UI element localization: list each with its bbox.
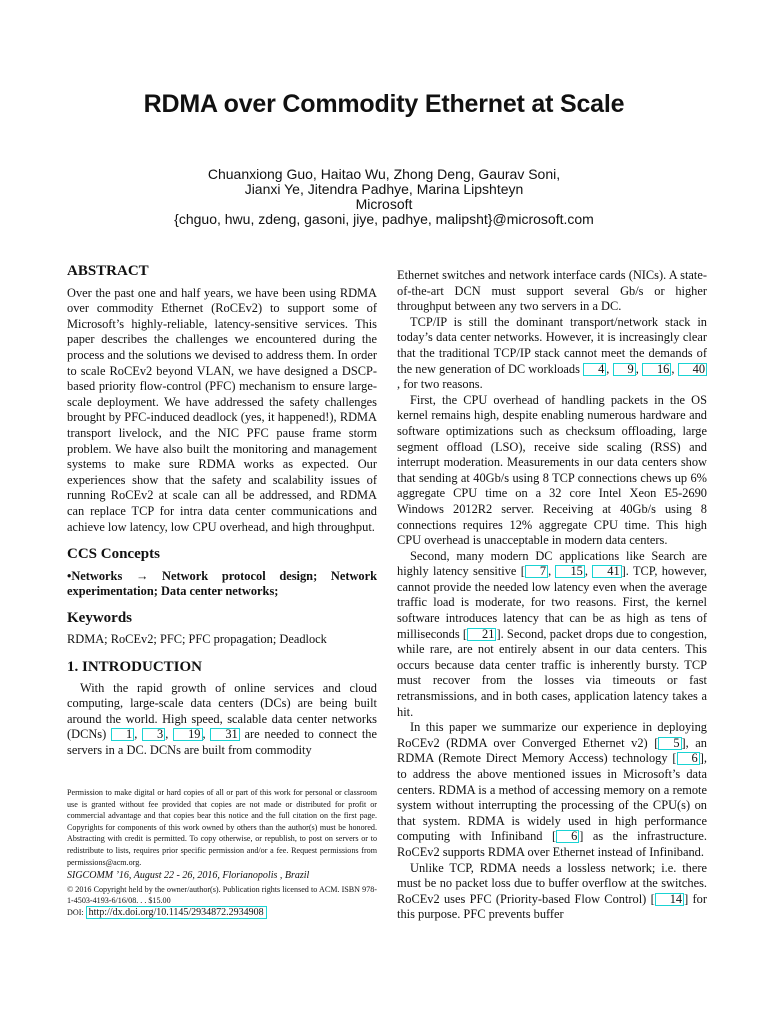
conference-line: SIGCOMM ’16, August 22 - 26, 2016, Florianopolis , Brazil	[67, 870, 310, 882]
paragraph: Second, many modern DC applications like Search are highly latency sensitive [ 7 , 15 , 41 ]. TCP, however, cannot provide the needed low latency even when the average traffic load is moderate, for two reasons. First, the kernel software introduces latency that can be as high as tens of milliseconds [ 21 ]. Second, packet drops due to congestion, while rare, are not entirely absent in our data centers. This occurs because data center traffic is inherently bursty. TCP must recover from the losses via timeouts or fast retransmissions, and in both cases, application latency takes a hit.	[397, 548, 707, 719]
ccs-heading: CCS Concepts	[67, 546, 160, 563]
paragraph: Unlike TCP, RDMA needs a lossless network; i.e. there must be no packet loss due to buffer overflow at the switches. RoCEv2 uses PFC (Priority-based Flow Control) [ 14 ] for this purpose. PFC prevents buffer	[397, 860, 708, 922]
ccs-concepts: •Networks → Network protocol design; Network experimentation; Data center networks;	[67, 568, 377, 599]
permission-text: Permission to make digital or hard copies of all or part of this work for personal or classroom use is granted without fee provided that copies are not made or distributed for profit or commercial advantage and that copies bear this notice and the full citation on the first page. Copyrights for components of this work owned by others than the author(s) must be honored. Abstracting with credit is permitted. To copy otherwise, or republish, to post on servers or to redistribute to lists, requires prior specific permission and/or a fee. Request permissions from permissions@acm.org.	[67, 788, 377, 867]
citation-link[interactable]: 4	[583, 363, 606, 376]
citation-link[interactable]: 19	[173, 728, 202, 741]
author-emails: {chguo, hwu, zdeng, gasoni, jiye, padhye, malipsht}@microsoft.com	[174, 211, 594, 227]
citation-link[interactable]: 31	[210, 728, 239, 741]
paragraph: TCP/IP is still the dominant transport/network stack in today’s data center networks. However, it is increasingly clear that the traditional TCP/IP stack cannot meet the demands of the new generation of DC workloads 4 , 9 , 16 , 40, for two reasons.	[397, 314, 707, 392]
paragraph: First, the CPU overhead of handling packets in the OS kernel remains high, despite enabling numerous hardware and software optimizations such as checksum offloading, large segment offload (LSO), receive side scaling (RSS) and interrupt moderation. Measurements in our data centers show that sending at 40Gb/s using 8 TCP connections chews up 6% aggregate CPU time on a 32 core Intel Xeon E5-2690 Windows 2012R2 server. Receiving at 40Gb/s using 8 connections requires 12% aggregate CPU time. This high CPU overhead is unacceptable in modern data centers.	[397, 392, 707, 548]
keywords-text: RDMA; RoCEv2; PFC; PFC propagation; Deadlock	[67, 632, 327, 647]
citation-link[interactable]: 6	[677, 752, 700, 765]
paragraph: In this paper we summarize our experience in deploying RoCEv2 (RDMA over Converged Ethernet v2) [ 5 ], an RDMA (Remote Direct Memory Access) technology [ 6 ], to address the above mentioned issues in Microsoft’s data centers. RDMA is a method of accessing memory on a remote system without interrupting the processing of the CPU(s) on that system. RDMA is widely used in high performance computing with Infiniband [ 6 ] as the infrastructure. RoCEv2 supports RDMA over Ethernet instead of Infiniband.	[397, 720, 708, 859]
paper-title: RDMA over Commodity Ethernet at Scale	[143, 90, 625, 118]
citation-link[interactable]: 6	[556, 830, 579, 843]
citation-link[interactable]: 40	[678, 363, 707, 376]
paragraph: Ethernet switches and network interface cards (NICs). A state-of-the-art DCN must support several Gb/s or higher throughput between any two servers in a DC.	[397, 268, 707, 314]
citation-link[interactable]: 21	[467, 628, 496, 641]
citation-link[interactable]: 41	[592, 565, 621, 578]
left-column	[67, 264, 377, 759]
keywords-heading: Keywords	[67, 609, 132, 626]
abstract-heading: ABSTRACT	[67, 263, 149, 279]
citation-link[interactable]: 9	[613, 363, 636, 376]
affiliation: Microsoft	[355, 196, 413, 212]
citation-link[interactable]: 3	[142, 728, 165, 741]
abstract-text: Over the past one and half years, we have been using RDMA over commodity Ethernet (RoCEv2) to support some of Microsoft’s highly-reliable, latency-sensitive services. This paper describes the challenges we encountered during the process and the solutions we devised to address them. In order to scale RoCEv2 beyond VLAN, we have designed a DSCP-based priority flow-control (PFC) mechanism to ensure large-scale deployment. We have addressed the safety challenges brought by PFC-induced deadlock (yes, it happened!), RDMA transport livelock, and the NIC PFC pause frame storm problem. We have also built the monitoring and management systems to make sure RDMA works as expected. Our experiences show that the safety and scalability issues of running RoCEv2 at scale can all be addressed, and RDMA can replace TCP for intra data center communications and achieve low latency, low CPU overhead, and high throughput.	[67, 285, 377, 534]
author-block	[0, 167, 768, 227]
doi-link[interactable]: http://dx.doi.org/10.1145/2934872.2934908	[86, 906, 267, 919]
citation-link[interactable]: 5	[658, 737, 681, 750]
author-names-line-1: Chuanxiong Guo, Haitao Wu, Zhong Deng, Gaurav Soni,	[207, 166, 561, 182]
permission-footnote	[67, 787, 377, 919]
copyright-notice: © 2016 Copyright held by the owner/author(s). Publication rights licensed to ACM. ISBN 978-1-4503-4193-6/16/08. . . $15.00	[67, 884, 377, 906]
introduction-heading: 1. INTRODUCTION	[67, 659, 203, 676]
right-column	[397, 268, 707, 923]
intro-paragraph: With the rapid growth of online services and cloud computing, large-scale data centers (DCs) are being built around the world. High speed, scalable data center networks (DCNs) 1 , 3 , 19 , 31 are needed to connect the servers in a DC. DCNs are built from commodity	[67, 680, 377, 758]
author-names-line-2: Jianxi Ye, Jitendra Padhye, Marina Lipshteyn	[244, 181, 524, 197]
citation-link[interactable]: 1	[111, 728, 134, 741]
citation-link[interactable]: 14	[655, 893, 684, 906]
citation-link[interactable]: 7	[525, 565, 548, 578]
citation-link[interactable]: 16	[642, 363, 671, 376]
citation-link[interactable]: 15	[555, 565, 584, 578]
doi-line: DOI: http://dx.doi.org/10.1145/2934872.2934908	[67, 907, 377, 919]
